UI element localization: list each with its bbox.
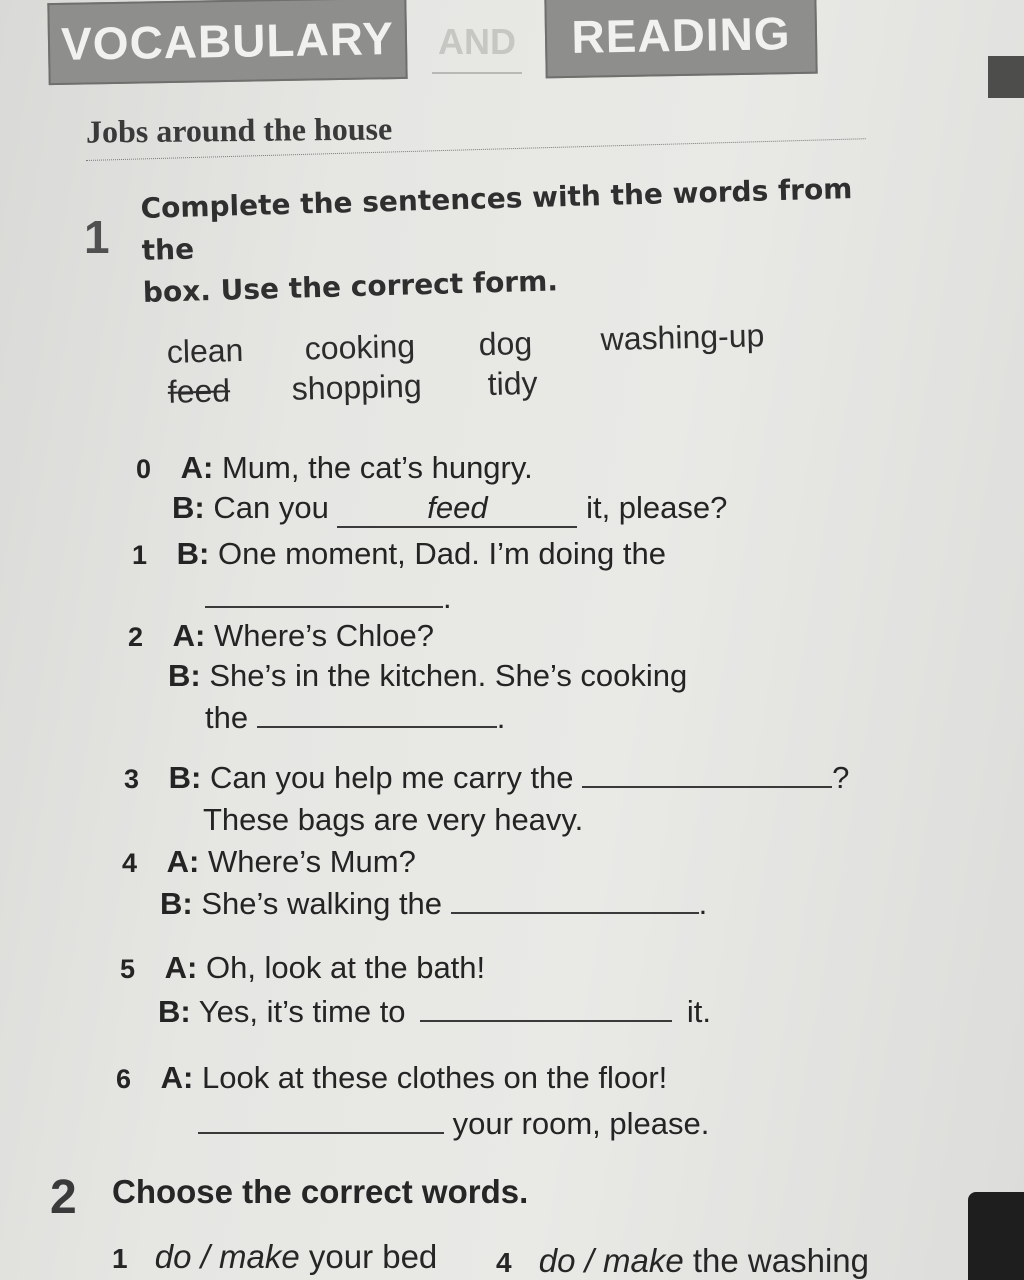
item-5-number: 5 <box>120 954 136 984</box>
choice-4-option-make[interactable]: make <box>602 1242 684 1279</box>
speaker-a: A: <box>180 450 214 485</box>
item-4-end: . <box>698 886 708 921</box>
item-6-line-cont <box>198 1106 709 1142</box>
item-0-number: 0 <box>136 454 152 484</box>
item-4-a-text: Where’s Mum? <box>207 844 416 879</box>
item-0-a-text: Mum, the cat’s hungry. <box>221 450 533 485</box>
item-2-b-text: She’s in the kitchen. She’s cooking <box>209 658 688 693</box>
item-3-line-b <box>124 760 849 796</box>
speaker-b: B: <box>158 994 191 1029</box>
item-2-line-a <box>128 618 434 654</box>
reading-label: READING <box>571 7 791 63</box>
choice-4-number: 4 <box>496 1247 512 1278</box>
choice-1-number: 1 <box>112 1243 128 1274</box>
item-2-line-b <box>168 658 687 694</box>
speaker-a: A: <box>164 950 198 985</box>
item-4-line-b <box>160 886 707 922</box>
item-6-cont: your room, please. <box>452 1106 710 1141</box>
word-feed-crossed: feed <box>167 372 231 410</box>
speaker-a: A: <box>166 844 200 879</box>
item-2-number: 2 <box>128 622 144 652</box>
speaker-b: B: <box>168 760 202 795</box>
item-1-b-text: One moment, Dad. I’m doing the <box>217 536 666 571</box>
choice-item-4 <box>496 1242 869 1280</box>
item-0-answer[interactable]: feed <box>337 490 577 528</box>
word-tidy: tidy <box>487 364 538 403</box>
item-2-answer-blank[interactable] <box>257 704 497 728</box>
word-cooking: cooking <box>304 327 416 367</box>
item-5-end: it. <box>686 994 711 1029</box>
item-2-a-text: Where’s Chloe? <box>213 618 434 653</box>
exercise-1-number: 1 <box>84 211 110 263</box>
speaker-b: B: <box>160 886 193 921</box>
exercise-2-number: 2 <box>50 1171 77 1224</box>
item-5-line-b <box>158 994 711 1030</box>
reading-banner <box>544 0 817 78</box>
choice-1-separator: / <box>200 1238 210 1275</box>
item-3-line-cont <box>203 802 583 838</box>
choice-item-1 <box>112 1238 437 1276</box>
item-3-b-text: Can you help me carry the <box>209 760 574 795</box>
choice-1-option-do[interactable]: do <box>154 1238 192 1275</box>
item-4-answer-blank[interactable] <box>451 890 699 914</box>
item-3-number: 3 <box>124 764 140 794</box>
word-shopping: shopping <box>291 367 423 407</box>
item-6-answer-blank[interactable] <box>198 1110 444 1134</box>
choice-4-option-do[interactable]: do <box>538 1242 576 1279</box>
section-title: Jobs around the house <box>85 110 393 150</box>
instruction-line-2: box. Use the correct form. <box>142 264 559 309</box>
item-5-a-text: Oh, look at the bath! <box>205 950 486 985</box>
speaker-b: B: <box>172 490 205 525</box>
item-2-end: . <box>496 700 506 735</box>
speaker-a: A: <box>172 618 206 653</box>
item-2-line-cont <box>205 700 505 736</box>
item-6-a-text: Look at these clothes on the floor! <box>201 1060 668 1095</box>
and-label: AND <box>432 12 522 74</box>
item-6-number: 6 <box>116 1064 132 1094</box>
item-6-line-a <box>116 1060 667 1096</box>
speaker-b: B: <box>168 658 201 693</box>
page-side-tab <box>988 56 1024 98</box>
word-dog: dog <box>478 324 533 363</box>
item-5-line-a <box>120 950 485 986</box>
item-1-blank-line <box>205 580 452 616</box>
instruction-line-1: Complete the sentences with the words from the <box>140 172 853 267</box>
choice-4-rest: the washing <box>692 1242 869 1279</box>
vocabulary-banner <box>47 0 407 85</box>
word-washing-up: washing-up <box>600 317 765 358</box>
vocabulary-label: VOCABULARY <box>60 12 395 70</box>
choice-1-rest: your bed <box>308 1238 438 1275</box>
choice-1-option-make[interactable]: make <box>218 1238 300 1275</box>
item-5-answer-blank[interactable] <box>420 998 672 1022</box>
word-box <box>160 302 802 418</box>
item-3-end: ? <box>832 760 850 795</box>
item-4-number: 4 <box>122 848 138 878</box>
speaker-a: A: <box>160 1060 194 1095</box>
item-3-cont: These bags are very heavy. <box>203 802 584 837</box>
word-clean: clean <box>166 331 244 370</box>
item-1-line-b <box>132 536 666 572</box>
speaker-b: B: <box>176 536 210 571</box>
item-0-b-post: it, please? <box>586 490 728 525</box>
exercise-2-instruction: Choose the correct words. <box>112 1173 529 1210</box>
exercise-1-instruction <box>140 168 863 314</box>
item-1-number: 1 <box>132 540 148 570</box>
item-5-b-text: Yes, it’s time to <box>198 994 406 1029</box>
item-0-b-pre: Can you <box>213 490 329 525</box>
choice-4-separator: / <box>584 1242 594 1279</box>
item-4-line-a <box>122 844 416 880</box>
dark-corner-object <box>968 1192 1024 1280</box>
item-2-cont: the <box>205 700 249 735</box>
item-0-line-b <box>172 490 727 528</box>
item-1-end: . <box>443 580 452 615</box>
item-1-answer-blank[interactable] <box>205 584 443 608</box>
item-4-b-text: She’s walking the <box>201 886 443 921</box>
item-3-answer-blank[interactable] <box>582 764 832 788</box>
item-0-line-a <box>136 450 533 486</box>
